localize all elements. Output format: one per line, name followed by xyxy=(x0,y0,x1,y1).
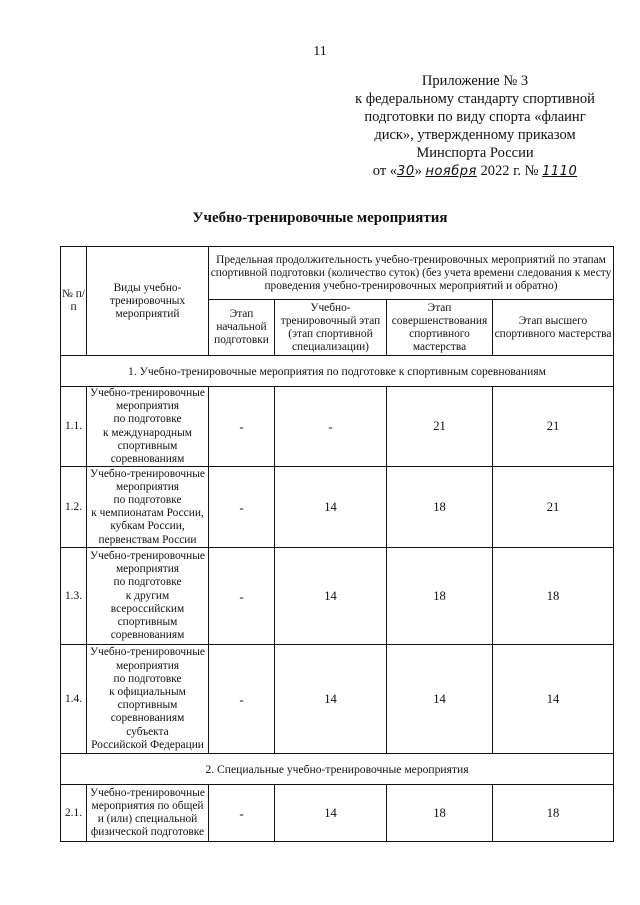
table-row xyxy=(61,645,614,754)
event-name-line: всероссийским xyxy=(110,602,185,615)
event-name-line: и (или) специальной xyxy=(97,813,198,826)
event-name xyxy=(87,645,209,754)
event-name-line: субъекта xyxy=(126,725,169,738)
stage-value: - xyxy=(209,467,275,548)
stage-value: 21 xyxy=(493,387,614,467)
event-name-line: первенствам России xyxy=(98,533,197,546)
stage-value: 14 xyxy=(387,645,493,754)
event-name-line: соревнованиям xyxy=(110,712,185,725)
row-number: 1.1. xyxy=(61,387,87,467)
stage-value: 18 xyxy=(387,548,493,645)
event-name-line: Учебно-тренировочные xyxy=(90,550,205,562)
header-stage: Этап начальной подготовки xyxy=(209,300,275,356)
header-row xyxy=(61,247,614,300)
stage-value: 14 xyxy=(275,785,387,842)
header-stage: Этап высшего спортивного мастерства xyxy=(493,300,614,356)
handwritten-month: ноября xyxy=(425,164,477,179)
stage-value: - xyxy=(209,785,275,842)
appendix-line: Минспорта России xyxy=(416,145,534,161)
appendix-block xyxy=(340,72,610,181)
event-name-line: к другим xyxy=(125,589,170,602)
event-name-line: спортивным xyxy=(117,699,178,712)
row-number: 1.4. xyxy=(61,645,87,754)
event-name-line: Российской Федерации xyxy=(91,738,204,751)
event-name-line: Учебно-тренировочные xyxy=(90,467,205,480)
section-title: 1. Учебно-тренировочные мероприятия по подготовке к спортивным соревнованиям xyxy=(61,356,614,387)
table-row xyxy=(61,785,614,842)
header-stage: Учебно-тренировочный этап (этап спортивной специализации) xyxy=(275,300,387,356)
stage-value: 14 xyxy=(275,548,387,645)
section-row xyxy=(61,754,614,785)
year-text: 2022 г. № xyxy=(476,163,543,179)
stage-value: - xyxy=(275,387,387,467)
event-name-line: по подготовке xyxy=(113,413,182,426)
table-row xyxy=(61,548,614,645)
stage-value: 14 xyxy=(493,645,614,754)
stage-value: 21 xyxy=(387,387,493,467)
event-name-line: к чемпионатам России, xyxy=(91,507,204,520)
event-name xyxy=(87,467,209,548)
event-name-line: мероприятия xyxy=(115,400,180,413)
event-name xyxy=(87,548,209,645)
stage-value: 18 xyxy=(493,548,614,645)
date-prefix: от « xyxy=(372,163,398,179)
section-row xyxy=(61,356,614,387)
header-duration: Предельная продолжительность учебно-тренировочных мероприятий по этапам спортивной подготовки (количество суток) (без учета времени следования к месту проведения учебно-тренировочных мероприятий и обратно) xyxy=(209,247,614,300)
stage-value: 18 xyxy=(493,785,614,842)
row-number: 1.3. xyxy=(61,548,87,645)
event-name-line: мероприятия xyxy=(115,563,180,576)
stage-value: - xyxy=(209,548,275,645)
stage-value: - xyxy=(209,645,275,754)
event-name-line: мероприятия по общей xyxy=(91,800,204,813)
row-number: 2.1. xyxy=(61,785,87,842)
stage-value: - xyxy=(209,387,275,467)
event-name-line: по подготовке xyxy=(113,494,182,507)
event-name-line: соревнованиям xyxy=(110,629,185,642)
section-title: 2. Специальные учебно-тренировочные мероприятия xyxy=(61,754,614,785)
event-name-line: физической подготовке xyxy=(90,826,205,839)
event-name-line: спортивным xyxy=(117,616,178,629)
header-kinds: Виды учебно-тренировочных мероприятий xyxy=(87,247,209,356)
event-name-line: по подготовке xyxy=(113,576,182,589)
page-number: 11 xyxy=(313,44,327,59)
event-name-line: к официальным xyxy=(109,686,186,699)
table-row xyxy=(61,387,614,467)
training-events-table xyxy=(60,246,614,842)
date-close: » xyxy=(414,163,426,179)
event-name xyxy=(87,387,209,467)
stage-value: 21 xyxy=(493,467,614,548)
header-stage: Этап совершенствования спортивного мастерства xyxy=(387,300,493,356)
order-date-line xyxy=(340,162,610,181)
event-name-line: соревнованиям xyxy=(110,453,185,466)
appendix-line: Приложение № 3 xyxy=(421,73,529,89)
event-name-line: Учебно-тренировочные xyxy=(90,786,205,799)
event-name-line: спортивным xyxy=(117,439,178,452)
event-name-line: к международным xyxy=(103,426,192,439)
event-name-line: по подготовке xyxy=(113,672,182,685)
event-name-line: мероприятия xyxy=(115,480,180,493)
event-name-line: Учебно-тренировочные xyxy=(90,646,205,659)
table-row xyxy=(61,467,614,548)
appendix-line: диск», утвержденному приказом xyxy=(374,127,576,143)
stage-value: 18 xyxy=(387,467,493,548)
header-num: № п/п xyxy=(61,247,87,356)
row-number: 1.2. xyxy=(61,467,87,548)
handwritten-day: 30 xyxy=(397,164,415,179)
event-name-line: мероприятия xyxy=(115,659,180,672)
appendix-line: подготовки по виду спорта «флаинг xyxy=(364,109,586,125)
appendix-line: к федеральному стандарту спортивной xyxy=(355,91,595,107)
document-title: Учебно-тренировочные мероприятия xyxy=(192,210,448,226)
stage-value: 18 xyxy=(387,785,493,842)
event-name xyxy=(87,785,209,842)
stage-value: 14 xyxy=(275,467,387,548)
stage-value: 14 xyxy=(275,645,387,754)
handwritten-order-number: 1110 xyxy=(542,164,578,179)
event-name-line: кубкам России, xyxy=(110,520,185,533)
event-name-line: Учебно-тренировочные xyxy=(90,387,205,399)
